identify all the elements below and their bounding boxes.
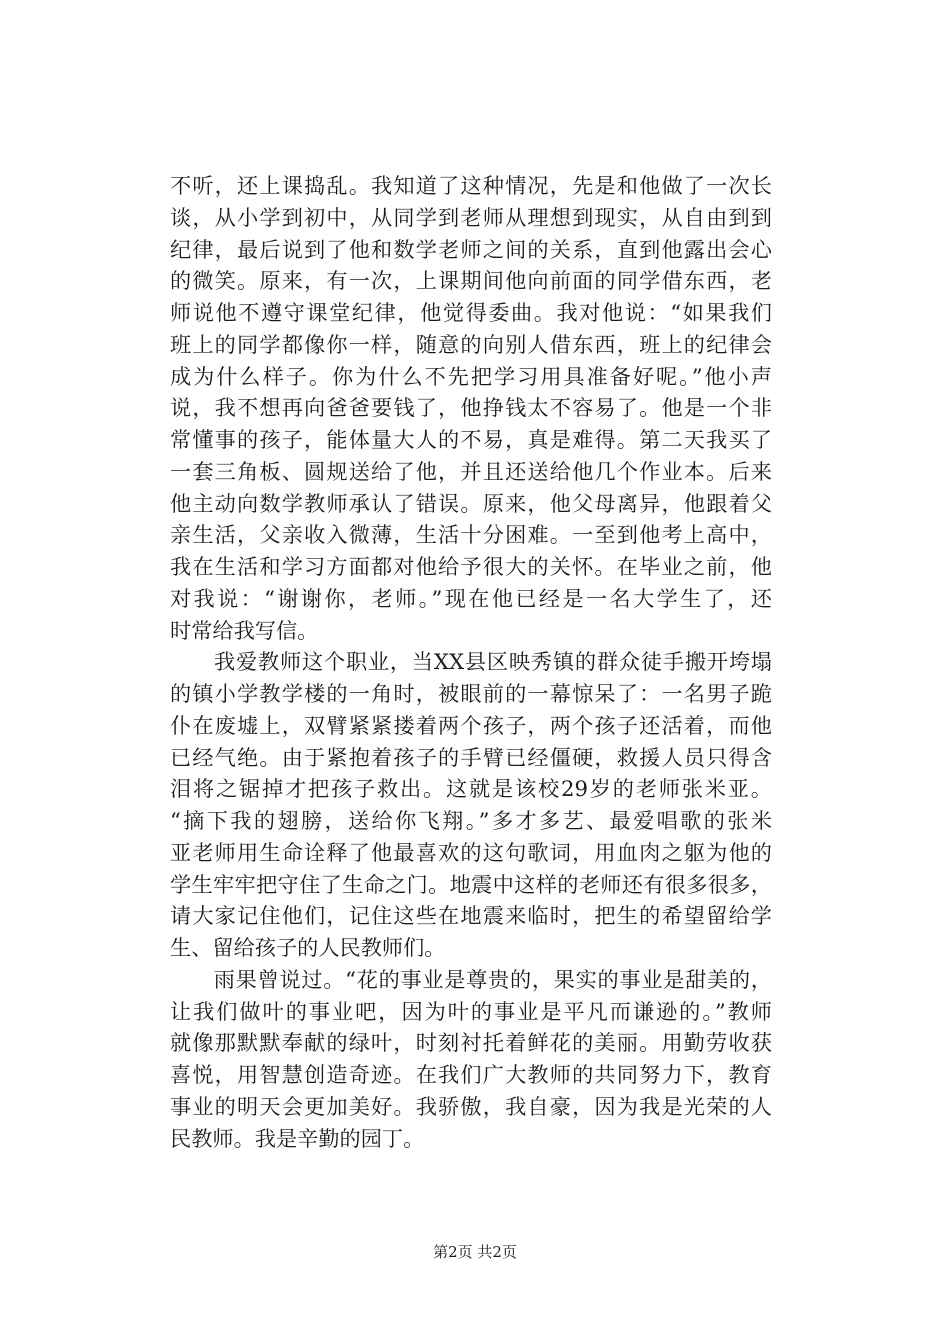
text-line: 时常给我写信。: [170, 617, 319, 643]
text-line: 亚老师用生命诠释了他最喜欢的这句歌词，用血肉之躯为他的: [170, 839, 772, 865]
text-line: 说，我不想再向爸爸要钱了，他挣钱太不容易了。他是一个非: [170, 395, 772, 421]
text-line: “摘下我的翅膀，送给你飞翔。”多才多艺、最爱唱歌的张米: [170, 808, 772, 833]
text-line: 一套三角板、圆规送给了他，并且还送给他几个作业本。后来: [170, 458, 772, 484]
text-line: 我爱教师这个职业，当XX县区映秀镇的群众徒手搬开垮塌: [170, 649, 772, 675]
text-line: 已经气绝。由于紧抱着孩子的手臂已经僵硬，救援人员只得含: [170, 744, 772, 770]
text-line: 常懂事的孩子，能体量大人的不易，真是难得。第二天我买了: [170, 427, 772, 452]
text-line: 师说他不遵守课堂纪律，他觉得委曲。我对他说：“如果我们: [170, 300, 772, 325]
page-footer: 第2页 共2页: [433, 1243, 517, 1261]
text-line: 的镇小学教学楼的一角时，被眼前的一幕惊呆了：一名男子跪: [170, 681, 772, 706]
document-body: [170, 170, 772, 1154]
text-line: 就像那默默奉献的绿叶，时刻衬托着鲜花的美丽。用勤劳收获: [170, 1030, 772, 1056]
text-line: 让我们做叶的事业吧，因为叶的事业是平凡而谦逊的。”教师: [170, 998, 772, 1024]
text-line: 他主动向数学教师承认了错误。原来，他父母离异，他跟着父: [170, 490, 772, 516]
text-line: 成为什么样子。你为什么不先把学习用具准备好呢。”他小声: [170, 363, 772, 389]
text-line: 民教师。我是辛勤的园丁。: [170, 1125, 425, 1151]
text-line: 班上的同学都像你一样，随意的向别人借东西，班上的纪律会: [170, 331, 772, 357]
text-line: 请大家记住他们，记住这些在地震来临时，把生的希望留给学: [170, 903, 772, 929]
text-line: 我在生活和学习方面都对他给予很大的关怀。在毕业之前，他: [170, 554, 772, 579]
text-line: 事业的明天会更加美好。我骄傲，我自豪，因为我是光荣的人: [170, 1093, 772, 1119]
text-line: 学生牢牢把守住了生命之门。地震中这样的老师还有很多很多，: [170, 871, 772, 897]
text-line: 谈，从小学到初中，从同学到老师从理想到现实，从自由到到: [170, 204, 772, 230]
text-line: 泪将之锯掉才把孩子救出。这就是该校29岁的老师张米亚。: [170, 776, 772, 802]
text-line: 雨果曾说过。“花的事业是尊贵的，果实的事业是甜美的，: [170, 966, 772, 992]
text-line: 不听，还上课捣乱。我知道了这种情况，先是和他做了一次长: [170, 173, 772, 198]
text-line: 仆在废墟上，双臂紧紧搂着两个孩子，两个孩子还活着，而他: [170, 712, 772, 738]
text-line: 纪律，最后说到了他和数学老师之间的关系，直到他露出会心: [170, 236, 772, 262]
text-line: 亲生活，父亲收入微薄，生活十分困难。一至到他考上高中，: [170, 522, 772, 548]
text-line: 的微笑。原来，有一次，上课期间他向前面的同学借东西，老: [170, 268, 772, 294]
text-line: 生、留给孩子的人民教师们。: [170, 935, 446, 960]
text-line: 喜悦，用智慧创造奇迹。在我们广大教师的共同努力下，教育: [170, 1062, 772, 1087]
text-line: 对我说：“谢谢你，老师。”现在他已经是一名大学生了，还: [170, 585, 772, 611]
